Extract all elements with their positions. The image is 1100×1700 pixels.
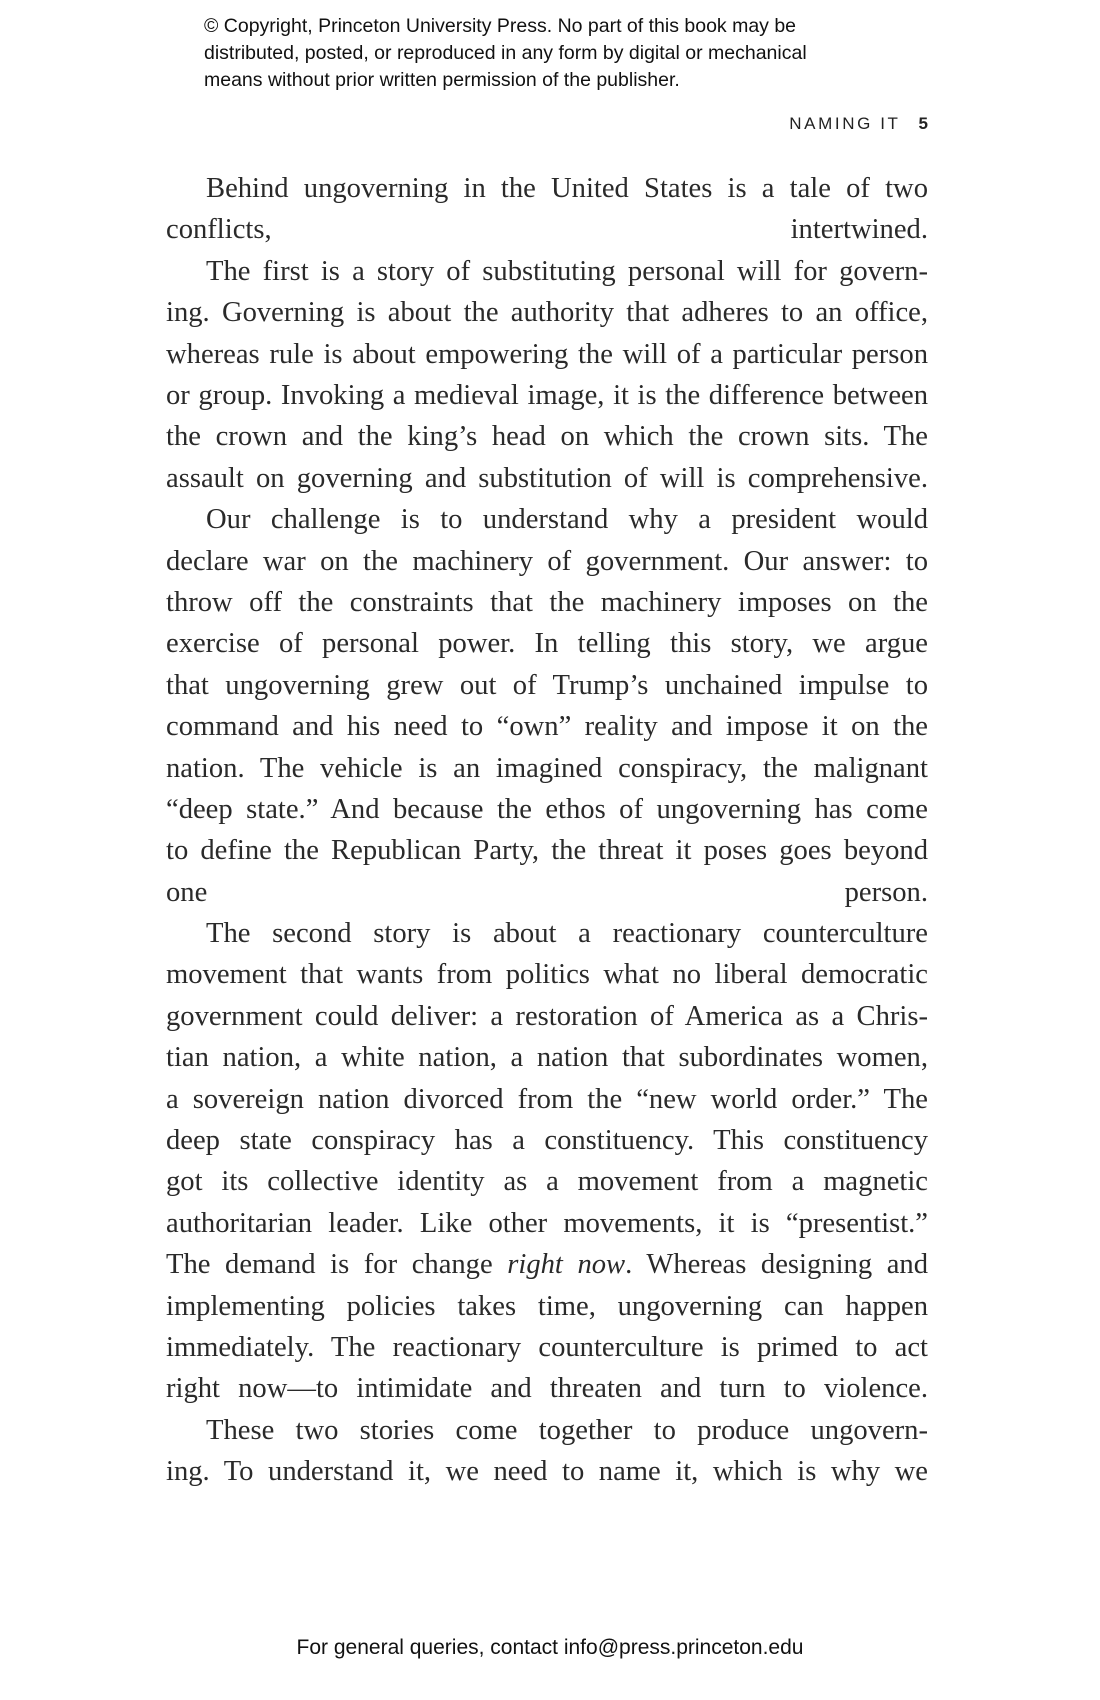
paragraph: [166, 251, 928, 499]
text-segment: The demand is for change: [166, 1249, 508, 1281]
text-line: declare war on the machinery of government. Our answer: to: [166, 545, 928, 577]
text-line: nation. The vehicle is an imagined conspiracy, the malignant: [166, 752, 928, 784]
text-line: whereas rule is about empowering the will of a particular person: [166, 338, 928, 370]
paragraph: [166, 913, 928, 1410]
text-line: one person.: [166, 876, 928, 908]
text-line: Our challenge is to understand why a president would: [206, 504, 928, 536]
text-line: conflicts, intertwined.: [166, 214, 928, 246]
text-line: ing. To understand it, we need to name it, which is why we: [166, 1456, 928, 1488]
text-line: The second story is about a reactionary counterculture: [206, 918, 928, 950]
footer-contact: For general queries, contact info@press.princeton.edu: [296, 1636, 804, 1659]
text-line: The first is a story of substituting personal will for govern-: [206, 255, 928, 287]
text-line: throw off the constraints that the machinery imposes on the: [166, 586, 928, 618]
text-line: authoritarian leader. Like other movements, it is “presentist.”: [166, 1207, 928, 1239]
copyright-line: means without prior written permission of the publisher.: [204, 69, 680, 91]
copyright-line: distributed, posted, or reproduced in any form by digital or mechanical: [204, 42, 807, 64]
text-line: tian nation, a white nation, a nation that subordinates women,: [166, 1042, 928, 1074]
paragraph: [166, 499, 928, 913]
text-line: or group. Invoking a medieval image, it is the difference between: [166, 379, 928, 411]
text-line: deep state conspiracy has a constituency. This constituency: [166, 1125, 928, 1157]
text-line: a sovereign nation divorced from the “new world order.” The: [166, 1083, 928, 1115]
text-line: These two stories come together to produce ungovern-: [206, 1414, 928, 1446]
copyright-notice: [204, 13, 924, 94]
text-segment: . Whereas designing and: [625, 1249, 928, 1281]
text-line: command and his need to “own” reality and impose it on the: [166, 711, 928, 743]
section-title: NAMING IT: [789, 114, 901, 133]
text-line: immediately. The reactionary counterculture is primed to act: [166, 1331, 928, 1363]
copyright-line: © Copyright, Princeton University Press. No part of this book may be: [204, 15, 797, 37]
text-line: that ungoverning grew out of Trump’s unchained impulse to: [166, 669, 928, 701]
text-line: got its collective identity as a movement from a magnetic: [166, 1166, 928, 1198]
text-line: implementing policies takes time, ungoverning can happen: [166, 1290, 928, 1322]
text-line: right now—to intimidate and threaten and turn to violence.: [166, 1373, 928, 1405]
text-line: to define the Republican Party, the threat it poses goes beyond: [166, 835, 928, 867]
paragraph: [166, 1410, 928, 1493]
emphasis-text: right now: [507, 1249, 626, 1281]
text-line: movement that wants from politics what no liberal democratic: [166, 959, 928, 991]
text-line: exercise of personal power. In telling this story, we argue: [166, 628, 928, 660]
text-line: government could deliver: a restoration of America as a Chris-: [166, 1000, 928, 1032]
paragraph: [166, 168, 928, 251]
text-line: assault on governing and substitution of will is comprehensive.: [166, 462, 928, 494]
running-head: [789, 114, 928, 134]
text-line: “deep state.” And because the ethos of ungoverning has come: [166, 793, 928, 825]
body-text: [166, 168, 928, 1493]
text-line: Behind ungoverning in the United States is a tale of two: [206, 173, 928, 204]
page-number: 5: [918, 114, 928, 133]
text-line-with-emphasis: [166, 1244, 928, 1285]
text-line: the crown and the king’s head on which the crown sits. The: [166, 421, 928, 453]
text-line: ing. Governing is about the authority that adheres to an office,: [166, 297, 928, 329]
